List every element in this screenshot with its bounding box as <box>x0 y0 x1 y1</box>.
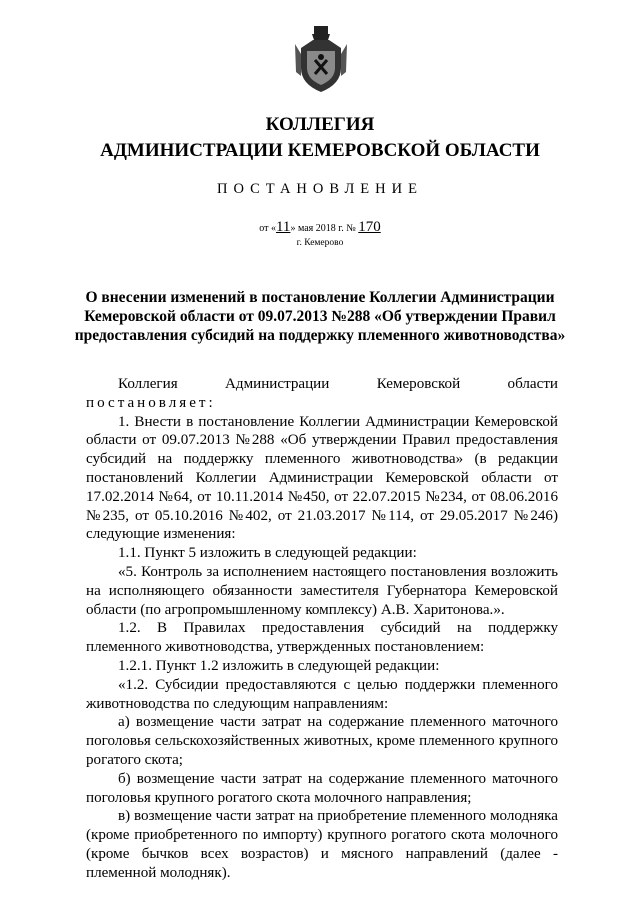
city: г. Кемерово <box>296 238 344 248</box>
paragraph-1-2-1: 1.2.1. Пункт 1.2 изложить в следующей редакции: <box>118 657 440 674</box>
document-type: ПОСТАНОВЛЕНИЕ <box>217 181 423 197</box>
paragraph-v: в) возмещение части затрат на приобретение племенного молодняка (кроме приобретенного по импорту) крупного рогатого скота молочного (кроме бычков всех возрастов) и мясного направлений (далее - племенной молодняк). <box>86 808 558 881</box>
paragraph-quote-1-2: «1.2. Субсидии предоставляются с целью поддержки племенного животноводства по следующим направлениям: <box>86 676 558 712</box>
paragraph-1: 1. Внести в постановление Коллегии Администрации Кемеровской области от 09.07.2013 №288 «Об утверждении Правил предоставления субсидий на поддержку племенного животноводства» (в редакции постановлений Коллегии Администрации Кемеровской области от 17.02.2014 №64, от 10.11.2014 №450, от 22.07.2015 №234, от 08.06.2016 №235, от 05.10.2016 №402, от 21.03.2017 №114, от 29.05.2017 №246) следующие изменения: <box>86 413 558 543</box>
intro-spaced-word: постановляет: <box>86 394 216 411</box>
coat-of-arms-emblem <box>293 24 349 94</box>
date-prefix: от « <box>259 223 276 234</box>
org-name-line2: АДМИНИСТРАЦИИ КЕМЕРОВСКОЙ ОБЛАСТИ <box>100 140 540 161</box>
document-number: 170 <box>358 219 381 235</box>
date-month-year: » мая 2018 г. № <box>290 223 356 234</box>
document-body <box>86 375 558 883</box>
intro-text: Коллегия Администрации Кемеровской области <box>118 376 558 392</box>
paragraph-1-2: 1.2. В Правилах предоставления субсидий на поддержку племенного животноводства, утвержденных постановлением: <box>86 620 558 656</box>
title-line2: Кемеровской области от 09.07.2013 №288 «Об утверждении Правил <box>84 308 556 325</box>
paragraph-a: а) возмещение части затрат на содержание племенного маточного поголовья сельскохозяйственных животных, кроме племенного крупного рогатого скота; <box>86 714 558 768</box>
date-day: 11 <box>275 219 291 235</box>
paragraph-b: б) возмещение части затрат на содержание племенного маточного поголовья крупного рогатого скота молочного направления; <box>86 770 558 806</box>
intro-paragraph <box>86 375 558 413</box>
date-number-line <box>0 220 640 236</box>
title-line1: О внесении изменений в постановление Коллегии Администрации <box>85 289 555 306</box>
paragraph-quote-5: «5. Контроль за исполнением настоящего постановления возложить на исполняющего обязанности заместителя Губернатора Кемеровской области (по агропромышленному комплексу) А.В. Харитонова.». <box>86 563 558 618</box>
title-line3: предоставления субсидий на поддержку племенного животноводства» <box>74 327 566 344</box>
paragraph-1-1: 1.1. Пункт 5 изложить в следующей редакции: <box>118 545 417 562</box>
org-name-line1: КОЛЛЕГИЯ <box>265 114 375 135</box>
